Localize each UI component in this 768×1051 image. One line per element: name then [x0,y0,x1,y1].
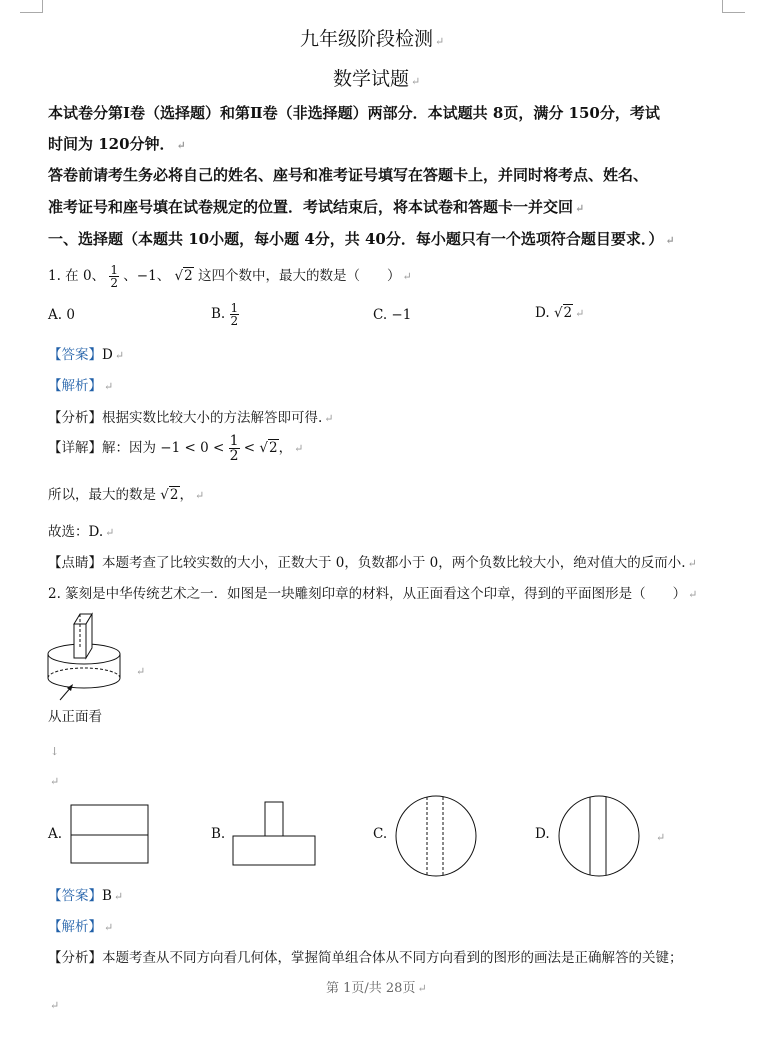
intro-line-1: 本试卷分第Ⅰ卷（选择题）和第Ⅱ卷（非选择题）两部分．本试题共 8页，满分 150分，考试 [48,104,660,122]
intro-line-4: 准考证号和座号填在试卷规定的位置．考试结束后，将本试卷和答题卡一并交回 ↵ [48,198,585,216]
sqrt-two: √2 [553,305,573,321]
q1-dianjing: 【点睛】本题考查了比较实数的大小，正数大于 0，负数都小于 0，两个负数比较大小，绝对值大的反而小. ↵ [48,555,697,571]
q2-option-d-figure [557,794,641,878]
return-mark: ↵ [50,999,60,1012]
q1-answer: 【答案】D ↵ [48,347,125,363]
subject-title: 数学试题 ↵ [333,68,421,90]
sqrt-two: √2 [259,440,278,456]
return-mark: ↓ [50,745,60,758]
exam-title: 九年级阶段检测 ↵ [300,28,445,50]
view-direction-label: 从正面看 [48,709,102,725]
q2-option-c-figure [394,794,478,878]
q2-analysis-tag: 【解析】 ↵ [48,919,114,935]
fraction-one-half: $\frac{1}{2}$ [229,433,239,464]
q1-suoyi: 所以，最大的数是 √2， ↵ [48,487,205,503]
intro-line-3: 答卷前请考生务必将自己的姓名、座号和准考证号填写在答题卡上，并同时将考点、姓名、 [48,166,649,184]
q1-option-b: B. $\frac{1}{2}$ [211,301,239,328]
q1-option-c: C. −1 [373,307,412,323]
q2-option-b-label: B. [211,826,226,842]
sqrt-two: √2 [160,487,179,503]
q1-option-a: A. 0 [48,307,75,323]
return-mark: ↵ [656,831,666,844]
q2-option-a-figure [70,804,150,866]
q1-analysis-tag: 【解析】 ↵ [48,378,114,394]
fraction-one-half: $\frac{1}{2}$ [230,301,239,328]
q1-stem: 1. 在 0、 $\frac{1}{2}$ 、−1、 √2 这四个数中，最大的数是（ ） ↵ [48,263,412,290]
return-mark: ↵ [50,775,60,788]
q1-fenxi: 【分析】根据实数比较大小的方法解答即可得. ↵ [48,410,334,426]
page-corner-mark [20,0,43,13]
return-mark: ↵ [136,665,146,678]
q2-option-c-label: C. [373,826,388,842]
intro-line-2: 时间为 120分钟． ↵ [48,135,186,153]
q2-fenxi: 【分析】本题考查从不同方向看几何体，掌握简单组合体从不同方向看到的图形的画法是正确解答的关键； [48,950,683,966]
q1-xiangjie: 【详解】解：因为 −1 < 0 < $\frac{1}{2}$ < √2， ↵ [48,433,304,464]
q2-answer: 【答案】B ↵ [48,888,124,904]
page-number: 第 1页/共 28页 ↵ [326,981,427,996]
fraction-one-half: $\frac{1}{2}$ [110,263,118,290]
q2-option-a-label: A. [48,826,63,842]
q2-option-d-label: D. [535,826,550,842]
page-corner-mark [722,0,745,13]
q1-choice: 故选：D. ↵ [48,524,115,540]
q2-option-b-figure [232,800,318,868]
q1-option-d: D. √2 ↵ [535,305,585,321]
sqrt-two: √2 [174,268,193,284]
section-heading: 一、选择题（本题共 10小题，每小题 4分，共 40分．每小题只有一个选项符合题目要求．） ↵ [48,230,675,248]
q2-stem: 2. 篆刻是中华传统艺术之一．如图是一块雕刻印章的材料，从正面看这个印章，得到的平面图形是（ ） ↵ [48,586,698,602]
